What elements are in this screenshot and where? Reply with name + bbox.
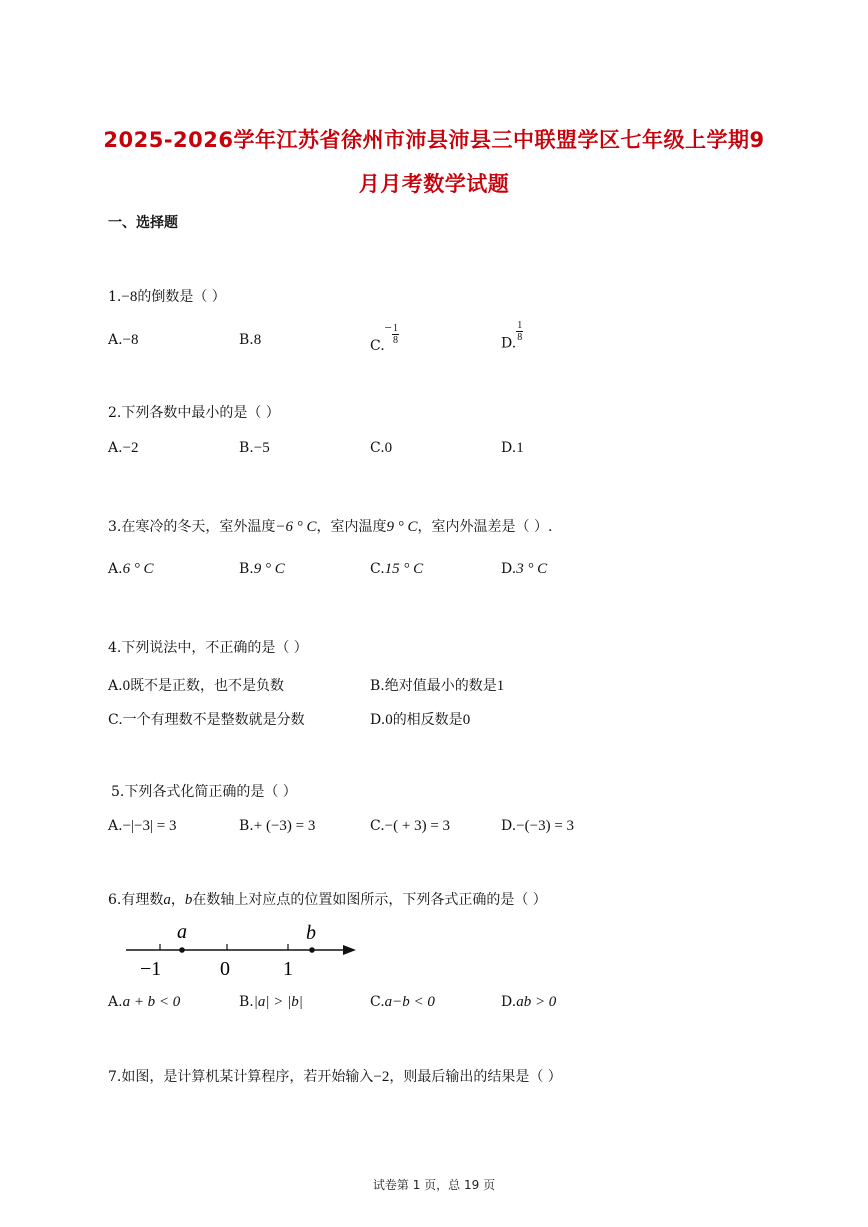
question-6-stem: 6.有理数a，b在数轴上对应点的位置如图所示，下列各式正确的是（ ） [108, 892, 547, 908]
page-footer: 试卷第 1 页，总 19 页 [372, 1178, 496, 1192]
question-7-stem: 7.如图，是计算机某计算程序，若开始输入−2，则最后输出的结果是（ ） [108, 1069, 562, 1085]
point-b-dot [309, 947, 315, 953]
q2-option-b[interactable]: B.−5 [239, 440, 270, 456]
q1-option-d[interactable]: D. $\frac{1}{8}$ [501, 320, 523, 352]
q3-option-c[interactable]: C.15 ° C [370, 561, 424, 577]
exam-title-line-1: 2025-2026学年江苏省徐州市沛县沛县三中联盟学区七年级上学期9 [103, 128, 765, 152]
fraction: $\frac{1}{8}$ [517, 320, 523, 343]
q3-option-b[interactable]: B.9 ° C [239, 561, 285, 577]
q4-option-a[interactable]: A.0既不是正数，也不是负数 [108, 678, 285, 694]
q6-option-d[interactable]: D.ab > 0 [501, 994, 557, 1010]
q5-option-a[interactable]: A.−|−3| = 3 [108, 818, 177, 834]
q2-option-c[interactable]: C.0 [370, 440, 393, 456]
section-heading: 一、选择题 [108, 215, 178, 231]
question-4-stem: 4.下列说法中，不正确的是（ ） [108, 640, 308, 656]
q1-option-b[interactable]: B.8 [239, 332, 262, 348]
point-b-label: b [306, 922, 316, 944]
point-a-label: a [177, 921, 187, 943]
fraction: $\frac{1}{8}$ [393, 322, 399, 346]
q4-option-d[interactable]: D.0的相反数是0 [370, 712, 471, 728]
q3-option-a[interactable]: A.6 ° C [108, 561, 154, 577]
q6-option-a[interactable]: A.a + b < 0 [108, 994, 181, 1010]
q1-option-a[interactable]: A.−8 [108, 332, 139, 348]
axis-label-minus-one: −1 [140, 958, 162, 980]
q5-option-b[interactable]: B.+ (−3) = 3 [239, 818, 316, 834]
question-1-stem: 1.−8的倒数是（ ） [108, 289, 226, 305]
q5-option-c[interactable]: C.−( + 3) = 3 [370, 818, 451, 834]
question-5-stem: 5.下列各式化简正确的是（ ） [111, 784, 297, 800]
q4-option-b[interactable]: B.绝对值最小的数是1 [370, 678, 505, 694]
q5-option-d[interactable]: D.−(−3) = 3 [501, 818, 575, 834]
number-line-figure [120, 918, 365, 980]
axis-label-one: 1 [283, 958, 293, 980]
q2-option-d[interactable]: D.1 [501, 440, 524, 456]
point-a-dot [179, 947, 185, 953]
q6-option-b[interactable]: B.|a| > |b| [239, 994, 303, 1010]
axis-label-zero: 0 [220, 958, 230, 980]
q2-option-a[interactable]: A.−2 [108, 440, 139, 456]
question-2-stem: 2.下列各数中最小的是（ ） [108, 405, 280, 421]
question-3-stem: 3.在寒冷的冬天，室外温度−6 ° C，室内温度9 ° C，室内外温差是（ ）. [108, 519, 553, 535]
q1-option-c[interactable]: C.− $\frac{1}{8}$ [370, 320, 399, 354]
q3-option-d[interactable]: D.3 ° C [501, 561, 548, 577]
axis-arrow [343, 945, 356, 955]
q4-option-c[interactable]: C.一个有理数不是整数就是分数 [108, 712, 305, 728]
q6-option-c[interactable]: C.a−b < 0 [370, 994, 435, 1010]
exam-title-line-2: 月月考数学试题 [358, 172, 510, 196]
